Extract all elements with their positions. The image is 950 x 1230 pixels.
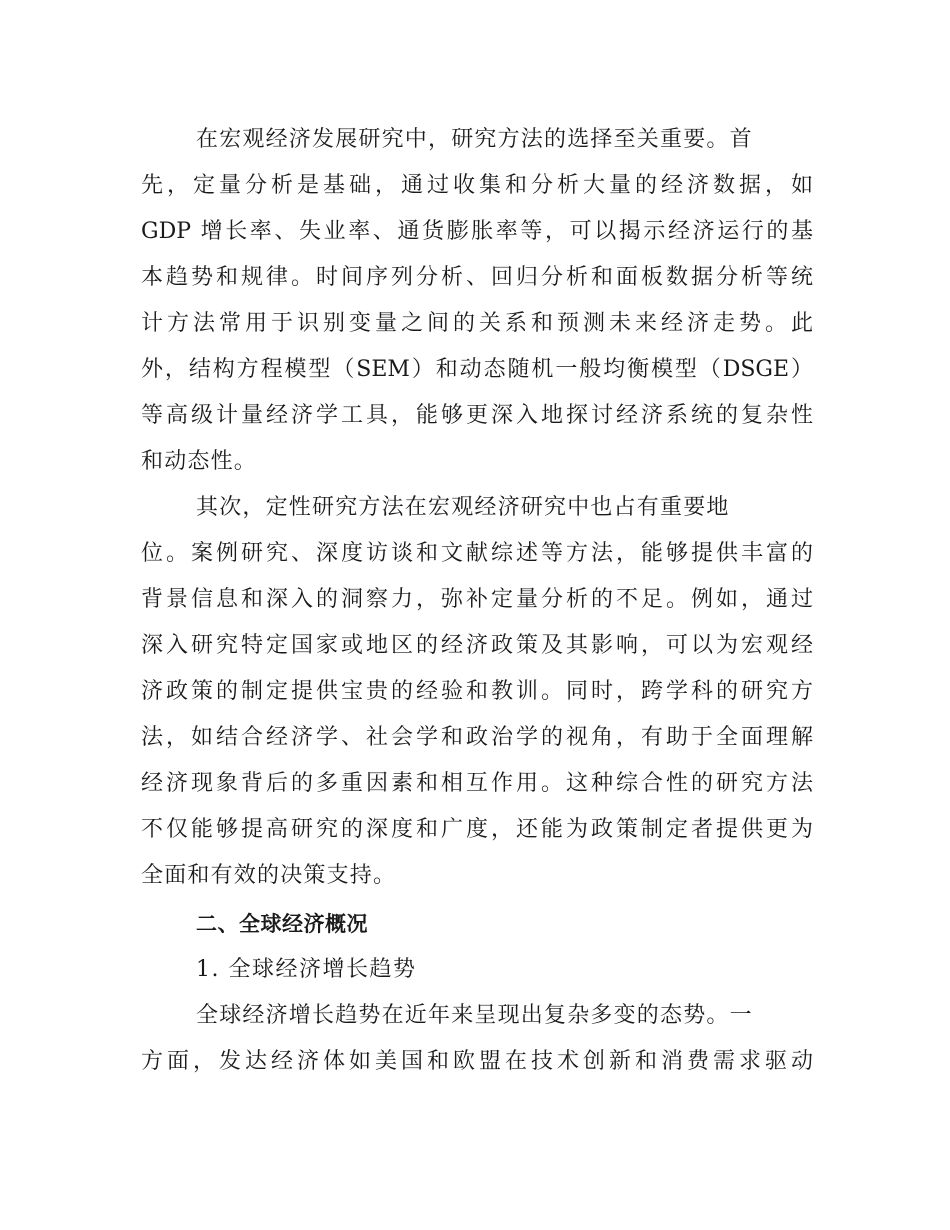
text-line: 深入研究特定国家或地区的经济政策及其影响，可以为宏观经 — [141, 633, 813, 658]
text-line: 全面和有效的决策支持。 — [141, 863, 397, 888]
text-line: 方面，发达经济体如美国和欧盟在技术创新和消费需求驱动 — [141, 1049, 813, 1074]
text-line: 位。案例研究、深度访谈和文献综述等方法，能够提供丰富的 — [141, 541, 813, 566]
text-line: 和动态性。 — [141, 449, 258, 474]
text-line: 在宏观经济发展研究中，研究方法的选择至关重要。首 — [196, 127, 753, 152]
text-line: 外，结构方程模型（SEM）和动态随机一般均衡模型（DSGE） — [141, 357, 813, 382]
subsection-heading: 1. 全球经济增长趋势 — [196, 957, 417, 982]
text-line: 济政策的制定提供宝贵的经验和教训。同时，跨学科的研究方 — [141, 679, 813, 704]
text-line: 计方法常用于识别变量之间的关系和预测未来经济走势。此 — [141, 311, 813, 336]
text-line: 法，如结合经济学、社会学和政治学的视角，有助于全面理解 — [141, 725, 813, 750]
text-line: 先，定量分析是基础，通过收集和分析大量的经济数据，如 — [141, 173, 813, 198]
text-line: 等高级计量经济学工具，能够更深入地探讨经济系统的复杂性 — [141, 403, 813, 428]
text-line: 不仅能够提高研究的深度和广度，还能为政策制定者提供更为 — [141, 817, 813, 842]
text-line: GDP 增长率、失业率、通货膨胀率等，可以揭示经济运行的基 — [141, 219, 813, 244]
text-line: 经济现象背后的多重因素和相互作用。这种综合性的研究方法 — [141, 771, 813, 796]
text-line: 背景信息和深入的洞察力，弥补定量分析的不足。例如，通过 — [141, 587, 813, 612]
text-line: 本趋势和规律。时间序列分析、回归分析和面板数据分析等统 — [141, 265, 813, 290]
text-line: 其次，定性研究方法在宏观经济研究中也占有重要地 — [196, 495, 730, 520]
text-line: 全球经济增长趋势在近年来呈现出复杂多变的态势。一 — [196, 1003, 753, 1028]
section-heading: 二、全球经济概况 — [196, 912, 368, 936]
